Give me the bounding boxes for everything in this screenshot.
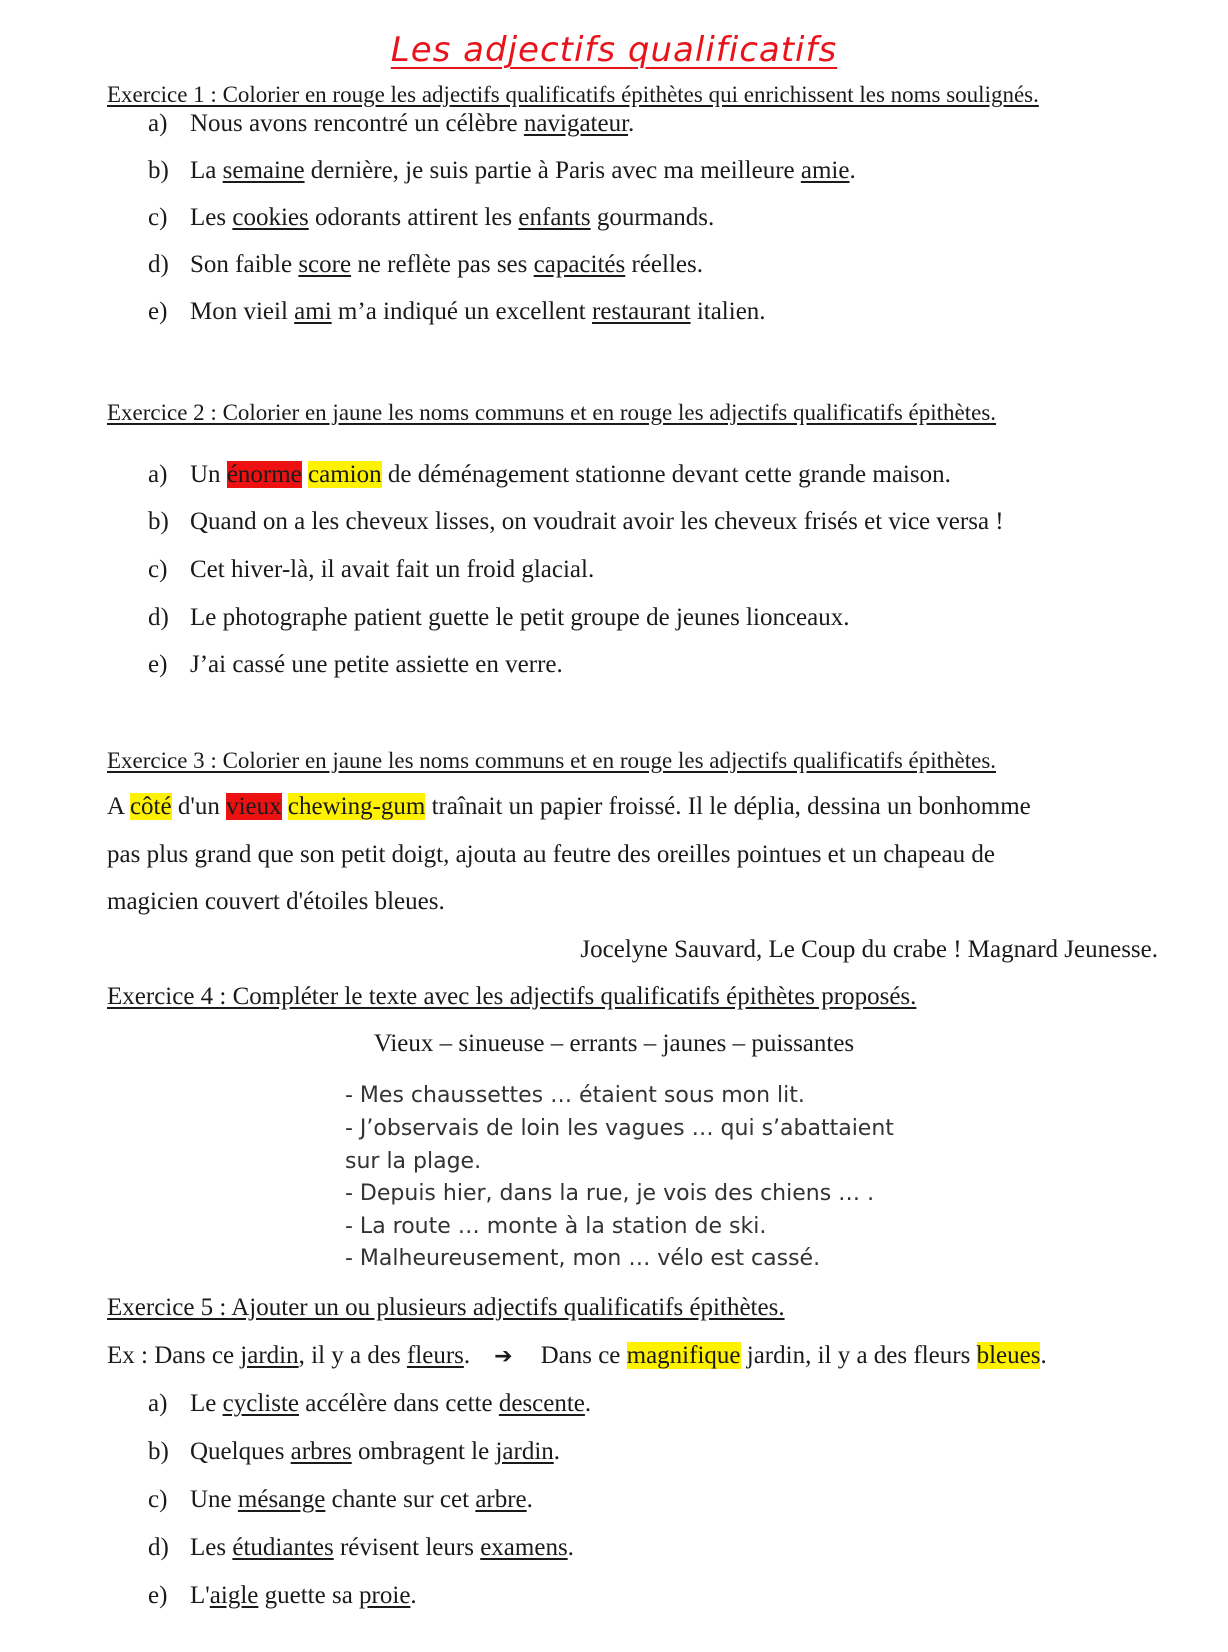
- underlined-noun: proie: [359, 1582, 411, 1609]
- text: guette sa: [258, 1582, 360, 1609]
- text: m’a indiqué un excellent: [331, 298, 592, 325]
- underlined-noun: fleurs: [406, 1342, 464, 1369]
- text: .: [1040, 1342, 1047, 1369]
- text: L': [190, 1582, 210, 1609]
- text: La: [190, 157, 223, 184]
- underlined-noun: navigateur: [523, 110, 629, 137]
- item-label: b): [148, 157, 169, 184]
- text: traînait un papier froissé. Il le déplia, dessina un bonhomme: [425, 793, 1031, 820]
- text: gourmands.: [590, 204, 715, 231]
- exercise-1-item-a: [148, 110, 634, 138]
- underlined-noun: cookies: [232, 204, 309, 231]
- text: [282, 793, 288, 820]
- text: Une: [190, 1486, 238, 1513]
- text: Son faible: [190, 251, 299, 278]
- exercise-4-line-2: - J’observais de loin les vagues … qui s’abattaient: [345, 1116, 894, 1141]
- text: .: [849, 157, 856, 184]
- underlined-noun: examens: [480, 1534, 568, 1561]
- exercise-5-heading: Exercice 5 : Ajouter un ou plusieurs adjectifs qualificatifs épithètes.: [107, 1294, 785, 1321]
- exercise-1-item-c: [148, 204, 714, 232]
- exercise-1-heading: Exercice 1 : Colorier en rouge les adjectifs qualificatifs épithètes qui enrichissent les noms soulignés.: [107, 82, 1039, 107]
- text: .: [410, 1582, 417, 1609]
- exercise-1-item-b: [148, 157, 856, 185]
- red-highlight-adjective: énorme: [226, 461, 302, 488]
- exercise-5-item-a: [148, 1390, 591, 1418]
- text: révisent leurs: [333, 1534, 481, 1561]
- exercise-3-heading: Exercice 3 : Colorier en jaune les noms communs et en rouge les adjectifs qualificatifs épithètes.: [107, 748, 997, 773]
- item-label: b): [148, 508, 169, 535]
- underlined-noun: enfants: [518, 204, 591, 231]
- exercise-1-item-d: [148, 251, 703, 279]
- text: Dans ce: [540, 1342, 627, 1369]
- underlined-noun: restaurant: [592, 298, 691, 325]
- text: Les: [190, 1534, 233, 1561]
- underlined-noun: cycliste: [222, 1390, 299, 1417]
- underlined-noun: ami: [294, 298, 332, 325]
- text: Ex : Dans ce: [107, 1342, 241, 1369]
- text: ne reflète pas ses: [351, 251, 534, 278]
- exercise-5-example: [107, 1342, 1047, 1370]
- exercise-3-line-3: magicien couvert d'étoiles bleues.: [107, 888, 445, 915]
- red-highlight-adjective: vieux: [226, 793, 282, 820]
- text: , il y a des: [298, 1342, 407, 1369]
- underlined-noun: capacités: [533, 251, 626, 278]
- underlined-noun: semaine: [222, 157, 305, 184]
- text: Quand on a les cheveux lisses, on voudrait avoir les cheveux frisés et vice versa !: [190, 508, 1004, 535]
- text: dernière, je suis partie à Paris avec ma meilleure: [304, 157, 801, 184]
- text: odorants attirent les: [308, 204, 519, 231]
- underlined-noun: étudiantes: [232, 1534, 334, 1561]
- item-label: b): [148, 1438, 169, 1465]
- text: .: [567, 1534, 574, 1561]
- item-label: a): [148, 1390, 168, 1417]
- exercise-3-line-2: pas plus grand que son petit doigt, ajouta au feutre des oreilles pointues et un chapeau de: [107, 841, 995, 868]
- exercise-2-item-d: [148, 604, 850, 632]
- yellow-highlight-noun: camion: [308, 461, 382, 488]
- page-title: Les adjectifs qualificatifs: [390, 30, 838, 70]
- text: Le: [190, 1390, 223, 1417]
- yellow-highlight-adjective: magnifique: [626, 1342, 741, 1369]
- text: Quelques: [190, 1438, 291, 1465]
- text: .: [584, 1390, 592, 1417]
- text: de déménagement stationne devant cette grande maison.: [381, 461, 951, 488]
- yellow-highlight-noun: chewing-gum: [287, 793, 426, 820]
- underlined-noun: arbres: [290, 1438, 352, 1465]
- underlined-noun: arbre: [475, 1486, 527, 1513]
- text: réelles.: [625, 251, 703, 278]
- text: J’ai cassé une petite assiette en verre.: [190, 651, 563, 678]
- item-label: c): [148, 1486, 168, 1513]
- exercise-1-item-e: [148, 298, 766, 326]
- item-label: d): [148, 251, 169, 278]
- text: ombragent le: [351, 1438, 496, 1465]
- exercise-4-line-5: - La route … monte à la station de ski.: [345, 1214, 767, 1239]
- text: Cet hiver-là, il avait fait un froid glacial.: [190, 556, 595, 583]
- text: Mon vieil: [190, 298, 295, 325]
- item-label: c): [148, 556, 168, 583]
- item-label: a): [148, 461, 168, 488]
- exercise-2-heading: Exercice 2 : Colorier en jaune les noms communs et en rouge les adjectifs qualificatifs épithètes.: [107, 400, 997, 425]
- underlined-noun: jardin: [240, 1342, 299, 1369]
- exercise-4-heading: Exercice 4 : Compléter le texte avec les adjectifs qualificatifs épithètes proposés.: [107, 983, 917, 1010]
- text: .: [628, 110, 635, 137]
- exercise-4-line-4: - Depuis hier, dans la rue, je vois des chiens … .: [345, 1181, 875, 1206]
- exercise-2-item-b: [148, 508, 1004, 536]
- exercise-3-line-1: [107, 793, 1031, 821]
- item-label: e): [148, 1582, 168, 1609]
- text: accélère dans cette: [298, 1390, 499, 1417]
- item-label: d): [148, 1534, 169, 1561]
- exercise-3-source: Jocelyne Sauvard, Le Coup du crabe ! Magnard Jeunesse.: [580, 936, 1158, 963]
- exercise-4-line-3: sur la plage.: [345, 1149, 482, 1174]
- text: .: [553, 1438, 561, 1465]
- underlined-noun: score: [298, 251, 352, 278]
- exercise-4-line-6: - Malheureusement, mon … vélo est cassé.: [345, 1246, 821, 1271]
- underlined-noun: descente: [498, 1390, 585, 1417]
- exercise-5-item-b: [148, 1438, 560, 1466]
- item-label: d): [148, 604, 169, 631]
- exercise-5-item-e: [148, 1582, 417, 1610]
- text: Nous avons rencontré un célèbre: [190, 110, 524, 137]
- text: Un: [190, 461, 227, 488]
- exercise-4-word-list: Vieux – sinueuse – errants – jaunes – puissantes: [373, 1030, 855, 1057]
- text: italien.: [690, 298, 766, 325]
- text: d'un: [171, 793, 227, 820]
- text: Les: [190, 204, 233, 231]
- underlined-noun: jardin: [495, 1438, 554, 1465]
- yellow-highlight-noun: côté: [129, 793, 172, 820]
- text: .: [526, 1486, 533, 1513]
- yellow-highlight-adjective: bleues: [976, 1342, 1041, 1369]
- exercise-4-line-1: - Mes chaussettes … étaient sous mon lit.: [345, 1083, 805, 1108]
- item-label: a): [148, 110, 168, 137]
- text: A: [107, 793, 130, 820]
- text: Le photographe patient guette le petit groupe de jeunes lionceaux.: [190, 604, 850, 631]
- exercise-2-item-c: [148, 556, 594, 584]
- exercise-5-item-c: [148, 1486, 533, 1514]
- arrow-right-icon: ➔: [494, 1344, 513, 1369]
- exercise-5-item-d: [148, 1534, 574, 1562]
- text: jardin, il y a des fleurs: [740, 1342, 977, 1369]
- underlined-noun: mésange: [237, 1486, 326, 1513]
- item-label: c): [148, 204, 168, 231]
- exercise-2-item-e: [148, 651, 563, 679]
- exercise-2-item-a: [148, 461, 951, 489]
- underlined-noun: aigle: [209, 1582, 259, 1609]
- underlined-noun: amie: [800, 157, 850, 184]
- item-label: e): [148, 651, 168, 678]
- text: .: [463, 1342, 471, 1369]
- text: chante sur cet: [325, 1486, 476, 1513]
- item-label: e): [148, 298, 168, 325]
